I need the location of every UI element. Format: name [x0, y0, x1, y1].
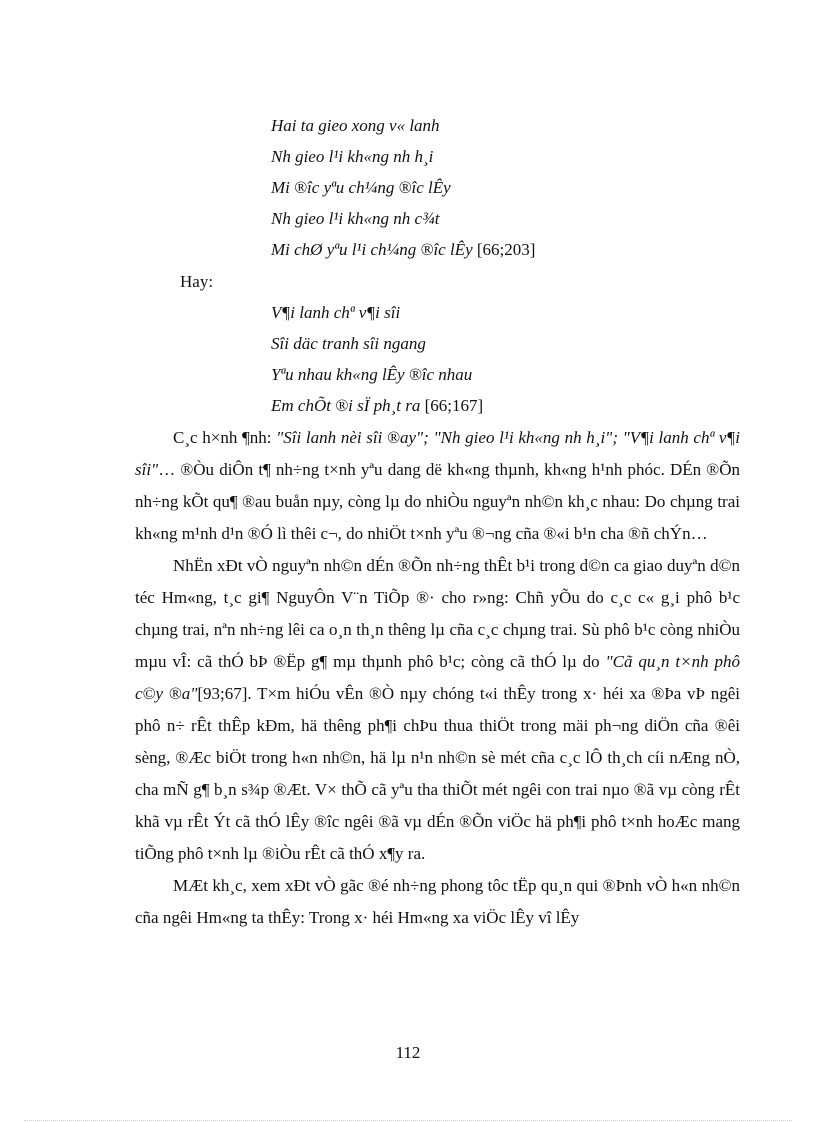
verse-line: V¶i lanh chª v¶i sîi [271, 303, 401, 322]
paragraph [135, 422, 740, 550]
verse-line: Yªu nhau kh«ng lÊy ®îc nhau [271, 365, 473, 384]
paragraph [135, 550, 740, 870]
bottom-divider [24, 1120, 792, 1121]
paragraph-text: … ®Òu diÔn t¶ nh÷ng t×nh yªu dang dë kh«ng thµnh, kh«ng h¹nh phóc. DÉn ®Õn nh÷ng kÕt qu¶ ®au buån nµy, còng lµ do nhiÒu nguyªn nh©n kh¸c nhau: Do chµng trai kh«ng m¹nh d¹n ®Ó lì thêi c¬, do nhiÖt t×nh yªu ®¬ng cña ®«i b¹n cha ®ñ chÝn… [135, 460, 740, 543]
citation: [66;167] [424, 396, 484, 415]
paragraph-text: [93;67]. T×m hiÓu vÊn ®Ò nµy chóng t«i thÊy trong x· héi xa ®Þa vÞ ngêi phô n÷ rÊt thÊp kÐm, hä thêng ph¶i chÞu thua thiÖt trong mäi ph¬ng diÖn cña ®êi sèng, ®Æc biÖt trong h«n nh©n, hä lµ n¹n nh©n sè mét cña c¸c lÔ th¸ch cíi nÆng nÒ, cha mÑ g¶ b¸n s¾p ®Æt. V× thÕ cã yªu tha thiÕt mét ngêi con trai nµo ®ã vµ còng rÊt khã vµ rÊt Ýt cã thÓ lÊy ®îc ngêi ®ã vµ dÉn ®Õn viÖc hä ph¶i phô t×nh hoÆc mang tiÕng phô t×nh lµ ®iÒu rÊt cã thÓ x¶y ra. [135, 684, 741, 863]
quoted-images: "Sîi lanh nèi sîi ®ay"; "Nh gieo l¹i kh«ng nh h¸i"; "V¶i lanh chª v¶i sîi" [135, 428, 741, 479]
quoted-phrase: "Cã qu¸n t×nh phô c©y ®a" [135, 652, 740, 703]
hay-label: Hay: [180, 272, 214, 291]
verse-block-2 [271, 297, 483, 421]
verse-line: Sîi däc tranh sîi ngang [271, 334, 426, 353]
verse-line: Mi ®îc yªu ch¼ng ®îc lÊy [271, 178, 451, 197]
verse-line: Hai ta gieo xong v« lanh [271, 116, 440, 135]
body-text [135, 422, 740, 934]
paragraph-lead: C¸c h×nh ¶nh: [173, 428, 277, 447]
verse-line: Nh gieo l¹i kh«ng nh h¸i [271, 147, 434, 166]
page-number: 112 [395, 1043, 421, 1062]
verse-line-text: Em chÕt ®i sÏ ph¸t ra [271, 396, 421, 415]
citation: [66;203] [476, 240, 536, 259]
paragraph: MÆt kh¸c, xem xÐt vÒ gãc ®é nh÷ng phong tôc tËp qu¸n qui ®Þnh vÒ h«n nh©n cña ngêi Hm«ng ta thÊy: Trong x· héi Hm«ng xa viÖc lÊy vî lÊy [135, 876, 740, 927]
verse-line [271, 234, 535, 265]
verse-line-text: Mi chØ yªu l¹i ch¼ng ®îc lÊy [271, 240, 473, 259]
verse-block-1 [271, 110, 535, 265]
verse-line: Nh gieo l¹i kh«ng nh c¾t [271, 209, 440, 228]
paragraph-text: NhËn xÐt vÒ nguyªn nh©n dÉn ®Õn nh÷ng thÊt b¹i trong d©n ca giao duyªn d©n téc Hm«ng, t¸c gi¶ NguyÔn V¨n TiÕp ®· cho r»ng: Chñ yÕu do c¸c c« g¸i phô b¹c chµng trai, nªn nh÷ng lêi ca o¸n th¸n thêng lµ cña c¸c chµng trai. Sù phô b¹c còng nhiÒu mµu vÎ: cã thÓ bÞ ®Ëp g¶ mµ thµnh phô b¹c; còng cã thÓ lµ do [135, 556, 740, 671]
verse-line [271, 390, 483, 421]
